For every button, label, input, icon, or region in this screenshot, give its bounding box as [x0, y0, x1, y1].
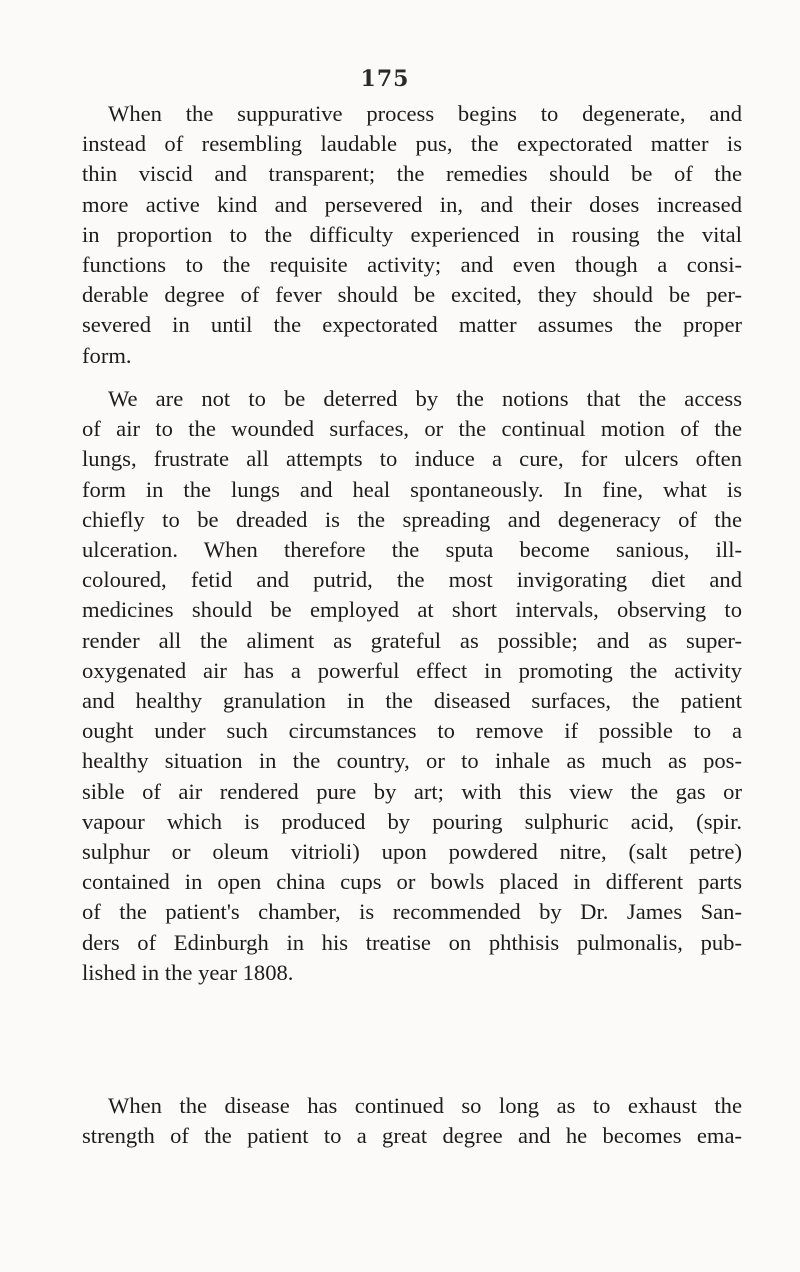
text-line: contained in open china cups or bowls placed in different parts [82, 869, 742, 895]
text-line: sulphur or oleum vitrioli) upon powdered nitre, (salt petre) [82, 839, 742, 865]
text-line: and healthy granulation in the diseased surfaces, the patient [82, 688, 742, 714]
text-line: in proportion to the difficulty experienced in rousing the vital [82, 221, 742, 247]
text-line: severed in until the expectorated matter assumes the proper [82, 312, 742, 338]
text-line: lungs, frustrate all attempts to induce a cure, for ulcers often [82, 446, 742, 472]
text-line: form. [82, 342, 132, 368]
text-line: thin viscid and transparent; the remedies should be of the [82, 161, 742, 187]
text-line: derable degree of fever should be excited, they should be per- [82, 282, 742, 308]
paragraph [82, 384, 742, 988]
page-number: 175 [360, 66, 410, 92]
text-line: of air to the wounded surfaces, or the continual motion of the [82, 416, 742, 442]
text-line: medicines should be employed at short intervals, observing to [82, 597, 742, 623]
text-line: ulceration. When therefore the sputa become sanious, ill- [82, 537, 742, 563]
text-line: ought under such circumstances to remove if possible to a [82, 718, 742, 744]
text-line: strength of the patient to a great degree and he becomes ema- [82, 1123, 742, 1149]
text-line: chiefly to be dreaded is the spreading and degeneracy of the [82, 506, 742, 532]
text-line: We are not to be deterred by the notions that the access [108, 386, 742, 411]
text-line: sible of air rendered pure by art; with this view the gas or [82, 778, 742, 804]
text-line: lished in the year 1808. [82, 959, 294, 985]
text-line: coloured, fetid and putrid, the most invigorating diet and [82, 567, 742, 593]
paragraph [82, 99, 742, 371]
text-line: form in the lungs and heal spontaneously. In fine, what is [82, 476, 742, 502]
text-line: of the patient's chamber, is recommended by Dr. James San- [82, 899, 742, 925]
text-line: more active kind and persevered in, and their doses increased [82, 191, 742, 217]
text-line: functions to the requisite activity; and even though a consi- [82, 252, 742, 278]
text-line: vapour which is produced by pouring sulphuric acid, (spir. [82, 808, 742, 834]
text-line: instead of resembling laudable pus, the expectorated matter is [82, 131, 742, 157]
text-line: ders of Edinburgh in his treatise on phthisis pulmonalis, pub- [82, 929, 742, 955]
paragraph [82, 1091, 742, 1151]
text-line: healthy situation in the country, or to inhale as much as pos- [82, 748, 742, 774]
text-line: When the suppurative process begins to degenerate, and [108, 101, 742, 126]
text-line: oxygenated air has a powerful effect in promoting the activity [82, 657, 742, 683]
text-line: When the disease has continued so long as to exhaust the [108, 1093, 742, 1118]
text-line: render all the aliment as grateful as possible; and as super- [82, 627, 742, 653]
